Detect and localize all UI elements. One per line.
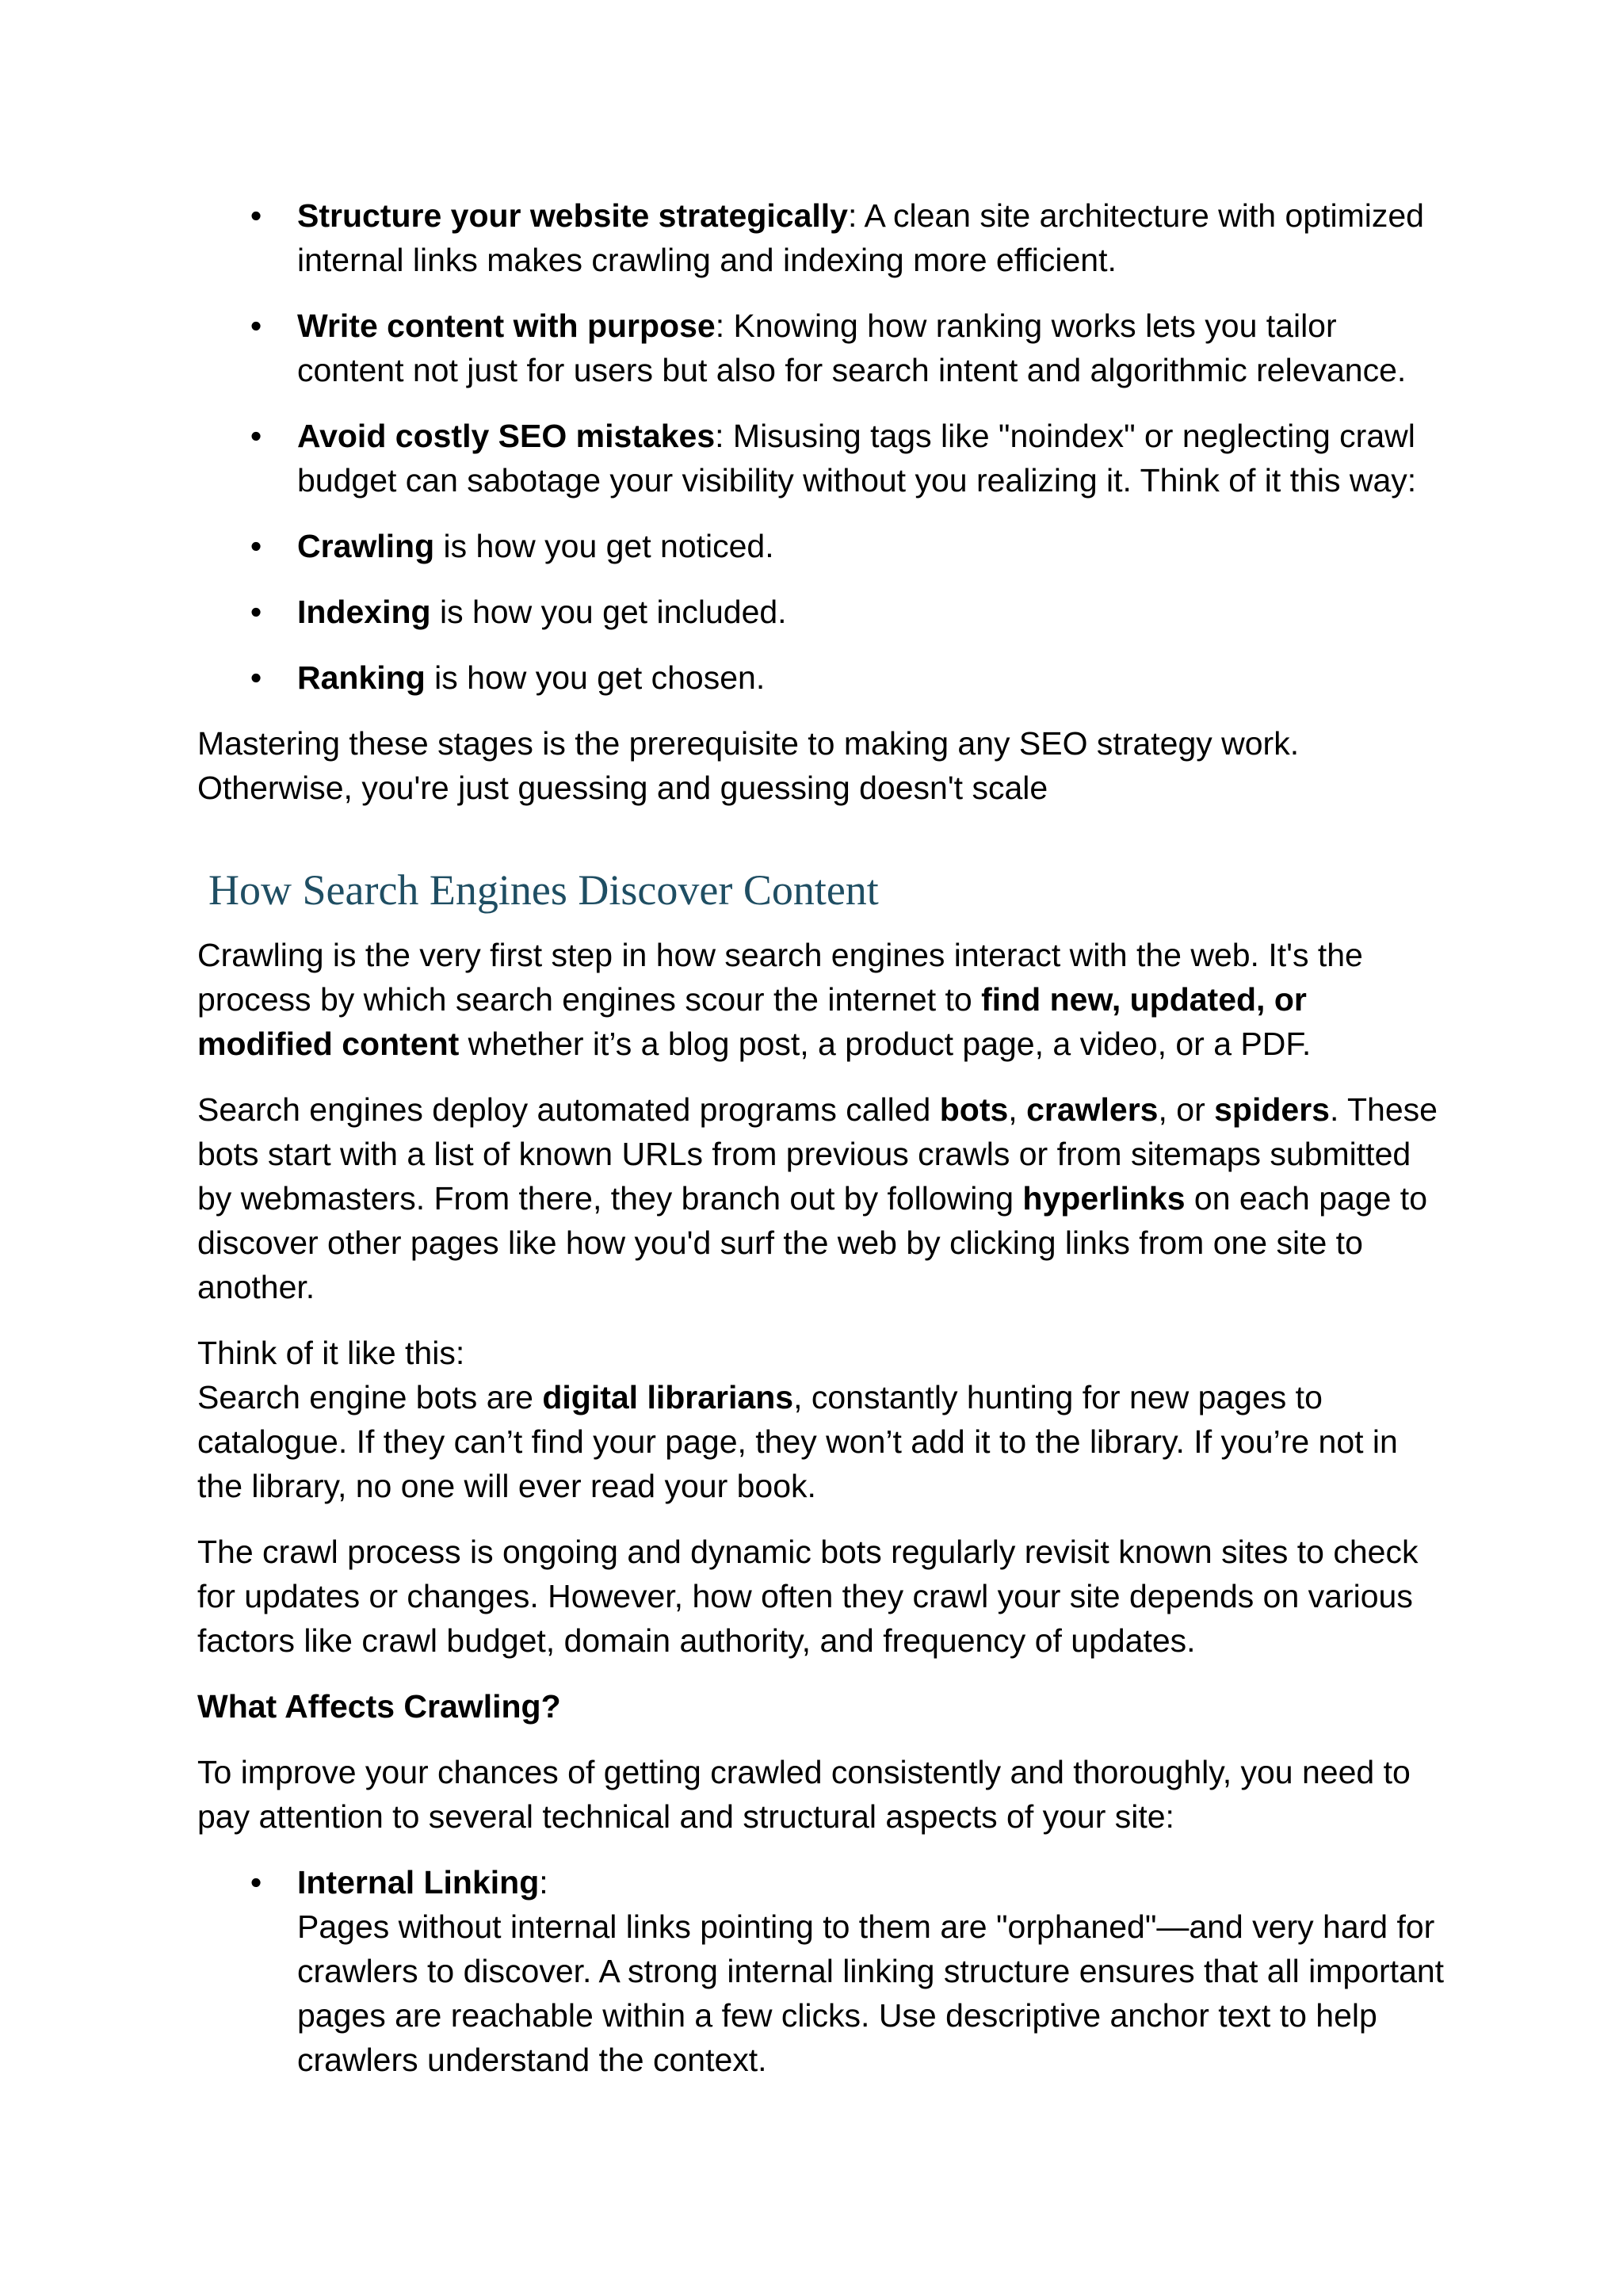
bottom-bullet-list <box>197 1860 1449 2082</box>
paragraph-bold-text: bots <box>939 1091 1009 1128</box>
page-content <box>197 193 1449 2103</box>
paragraph-bold-text: spiders <box>1214 1091 1330 1128</box>
improve-paragraph: To improve your chances of getting crawled consistently and thoroughly, you need to pay attention to several technical and structural aspects of your site: <box>197 1754 1411 1835</box>
list-item <box>197 524 1449 568</box>
bullet-bold-text: Structure your website strategically <box>297 197 848 234</box>
paragraph-bold-text: digital librarians <box>542 1379 794 1415</box>
paragraph-text: , or <box>1158 1091 1215 1128</box>
bullet-bold-text: Avoid costly SEO mistakes <box>297 418 716 454</box>
bullet-icon: • <box>250 418 262 454</box>
paragraph-text: whether it’s a blog post, a product page, a video, or a PDF. <box>459 1026 1312 1062</box>
bullet-icon: • <box>250 528 262 564</box>
bullet-bold-text: Ranking <box>297 659 426 696</box>
bullet-text: : Knowing how ranking works lets you tailor content not just for users but also for search intent and algorithmic relevance. <box>297 308 1407 388</box>
bullet-text: is how you get noticed. <box>434 528 774 564</box>
bullet-icon: • <box>250 594 262 630</box>
paragraph-bold-text: hyperlinks <box>1022 1180 1186 1217</box>
bullet-text: is how you get chosen. <box>425 659 766 696</box>
bullet-text: is how you get included. <box>430 594 787 630</box>
list-item <box>197 590 1449 634</box>
paragraph-text: . These bots start with a list of known URLs from previous crawls or from sitemaps submitted by webmasters. From there, they branch out by following <box>197 1091 1438 1217</box>
mastering-paragraph: Mastering these stages is the prerequisite to making any SEO strategy work. Otherwise, you're just guessing and guessing doesn't scale <box>197 725 1300 806</box>
paragraph-text: Think of it like this: <box>197 1335 465 1371</box>
bullet-icon: • <box>250 197 262 234</box>
paragraph-text: Search engine bots are <box>197 1379 543 1415</box>
list-item <box>197 655 1449 700</box>
bullet-icon: • <box>250 659 262 696</box>
crawling-intro-paragraph <box>197 933 1449 1066</box>
bullet-icon: • <box>250 308 262 344</box>
bullet-bold-text: Internal Linking <box>297 1864 540 1901</box>
paragraph-text: , <box>1008 1091 1027 1128</box>
list-item <box>197 414 1449 502</box>
paragraph-bold-text: find new, updated, or modified content <box>197 981 1307 1062</box>
paragraph-text: Search engines deploy automated programs called <box>197 1091 940 1128</box>
bullet-bold-text: Write content with purpose <box>297 308 716 344</box>
paragraph-text: , constantly hunting for new pages to catalogue. If they can’t find your page, they won’t add it to the library. If you’re not in the library, no one will ever read your book. <box>197 1379 1398 1504</box>
paragraph-text: on each page to discover other pages like how you'd surf the web by clicking links from one site to another. <box>197 1180 1427 1305</box>
subheading: What Affects Crawling? <box>197 1688 561 1725</box>
top-bullet-list <box>197 193 1449 700</box>
paragraph-text: Crawling is the very first step in how search engines interact with the web. It's the process by which search engines scour the internet to <box>197 937 1363 1018</box>
paragraph-bold-text: crawlers <box>1026 1091 1159 1128</box>
list-item <box>197 193 1449 282</box>
bullet-icon: • <box>250 1864 262 1901</box>
bots-paragraph <box>197 1087 1449 1309</box>
librarian-paragraph <box>197 1331 1449 1508</box>
crawl-process-paragraph: The crawl process is ongoing and dynamic bots regularly revisit known sites to check for updates or changes. However, how often they crawl your site depends on various factors like crawl budget, domain authority, and frequency of updates. <box>197 1534 1419 1659</box>
list-item <box>197 304 1449 392</box>
bullet-bold-text: Indexing <box>297 594 431 630</box>
bullet-text: : Misusing tags like "noindex" or neglecting crawl budget can sabotage your visibility without you realizing it. Think of it this way: <box>297 418 1417 499</box>
section-heading: How Search Engines Discover Content <box>208 866 879 914</box>
list-item <box>197 1860 1449 2082</box>
bullet-bold-text: Crawling <box>297 528 435 564</box>
bullet-text: Pages without internal links pointing to them are "orphaned"—and very hard for crawlers to discover. A strong internal linking structure ensures that all important pages are reachable within a few clicks. Use descriptive anchor text to help crawlers understand the context. <box>297 1908 1445 2078</box>
bullet-text: : A clean site architecture with optimized internal links makes crawling and indexing more efficient. <box>297 197 1424 278</box>
bullet-text: : <box>539 1864 548 1901</box>
